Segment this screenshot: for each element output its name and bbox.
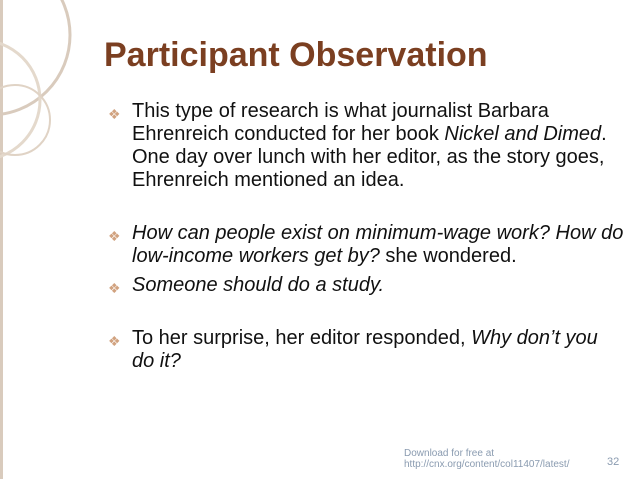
bullet-item (104, 222, 624, 268)
footer-url[interactable]: http://cnx.org/content/col11407/latest/ (404, 459, 570, 470)
slide-body (104, 100, 624, 373)
page-number: 32 (607, 456, 620, 468)
diamond-bullet-icon: ❖ (108, 228, 121, 244)
footer-source (404, 448, 569, 470)
bullet-text: This type of research is what journalist Barbara Ehrenreich conducted for her book (132, 100, 549, 145)
bullet-quote: Why don’t you do it? (132, 327, 598, 372)
book-title: Nickel and Dimed (444, 123, 602, 145)
footer-line: Download for free at (404, 448, 495, 459)
decorative-circles (0, 0, 110, 479)
bullet-item (104, 327, 624, 373)
bullet-quote: Someone should do a study. (132, 274, 385, 296)
bullet-quote: How can people exist on minimum-wage work? How do low-income workers get by? (132, 222, 624, 267)
bullet-item (104, 274, 624, 297)
bullet-text: . One day over lunch with her editor, as the story goes, Ehrenreich mentioned an idea. (132, 123, 607, 191)
slide-title: Participant Observation (104, 36, 488, 74)
bullet-text: To her surprise, her editor responded, (132, 327, 472, 349)
diamond-bullet-icon: ❖ (108, 280, 121, 296)
diamond-bullet-icon: ❖ (108, 333, 121, 349)
bullet-item (104, 100, 624, 192)
bullet-text: she wondered. (379, 245, 517, 267)
diamond-bullet-icon: ❖ (108, 106, 121, 122)
